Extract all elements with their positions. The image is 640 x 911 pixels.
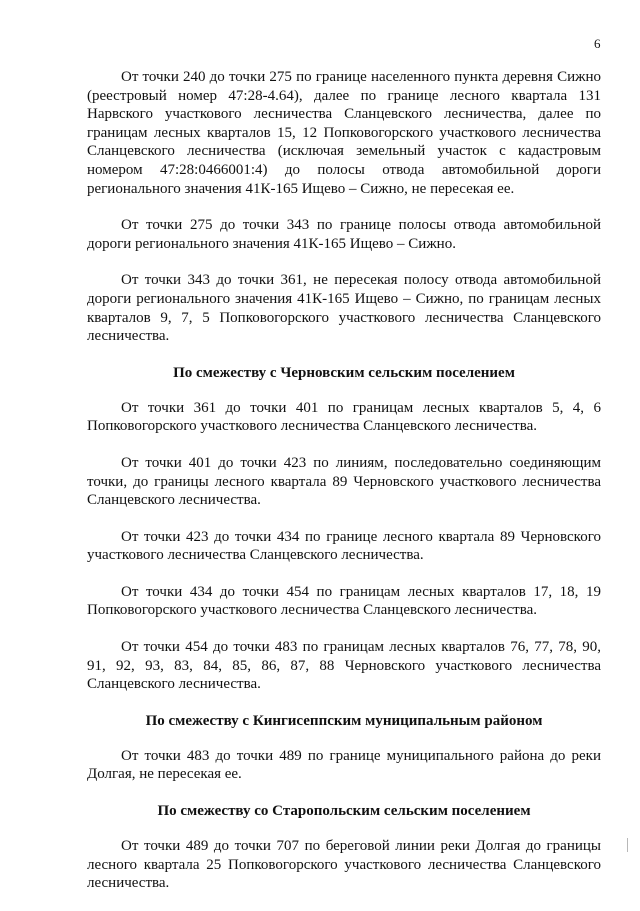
section-heading-kingisepp: По смежеству с Кингисеппским муниципальным районом <box>145 712 543 729</box>
paragraph-401-423: От точки 401 до точки 423 по линиям, последовательно соединяющим точки, до границы лесного квартала 89 Черновского участкового лесничества Сланцевского лесничества. <box>87 454 601 509</box>
paragraph-423-434: От точки 423 до точки 434 по границе лесного квартала 89 Черновского участкового лесничества Сланцевского лесничества. <box>87 528 601 564</box>
section-heading-chernovskoe: По смежеству с Черновским сельским поселением <box>173 364 515 381</box>
scan-edge-mark <box>627 838 628 852</box>
paragraph-489-707: От точки 489 до точки 707 по береговой линии реки Долгая до границы лесного квартала 25 Попковогорского участкового лесничества Сланцевского лесничества. <box>87 838 601 892</box>
paragraph-454-483: От точки 454 до точки 483 по границам лесных кварталов 76, 77, 78, 90, 91, 92, 93, 83, 84, 85, 86, 87, 88 Черновского участкового лесничества Сланцевского лесничества. <box>87 639 601 693</box>
paragraph-361-401: От точки 361 до точки 401 по границам лесных кварталов 5, 4, 6 Попковогорского участкового лесничества Сланцевского лесничества. <box>87 399 601 435</box>
section-heading-staropolskoe: По смежеству со Старопольским сельским поселением <box>157 803 531 820</box>
paragraph-343-361: От точки 343 до точки 361, не пересекая полосу отвода автомобильной дороги регионального значения 41К-165 Ищево – Сижно, по границам лесных кварталов 9, 7, 5 Попковогорского участкового лесничества Сланцевского лесничества. <box>87 272 601 345</box>
paragraph-240-275: От точки 240 до точки 275 по границе населенного пункта деревня Сижно (реестровый номер 47:28-4.64), далее по границе лесного квартала 131 Нарвского участкового лесничества Сланцевского лесничества, далее по границам лесных кварталов 15, 12 Попковогорского участкового лесничества Сланцевского лесничества (исключая земельный участок с кадастровым номером 47:28:0466001:4) до полосы отвода автомобильной дороги регионального значения 41К-165 Ищево – Сижно, не пересекая ее. <box>87 69 601 197</box>
paragraph-483-489: От точки 483 до точки 489 по границе муниципального района до реки Долгая, не пересекая ее. <box>87 747 601 783</box>
paragraph-434-454: От точки 434 до точки 454 по границам лесных кварталов 17, 18, 19 Попковогорского участкового лесничества Сланцевского лесничества. <box>87 583 601 619</box>
document-body <box>87 68 601 911</box>
page-number: 6 <box>594 36 601 51</box>
paragraph-275-343: От точки 275 до точки 343 по границе полосы отвода автомобильной дороги регионального значения 41К-165 Ищево – Сижно. <box>87 217 601 252</box>
